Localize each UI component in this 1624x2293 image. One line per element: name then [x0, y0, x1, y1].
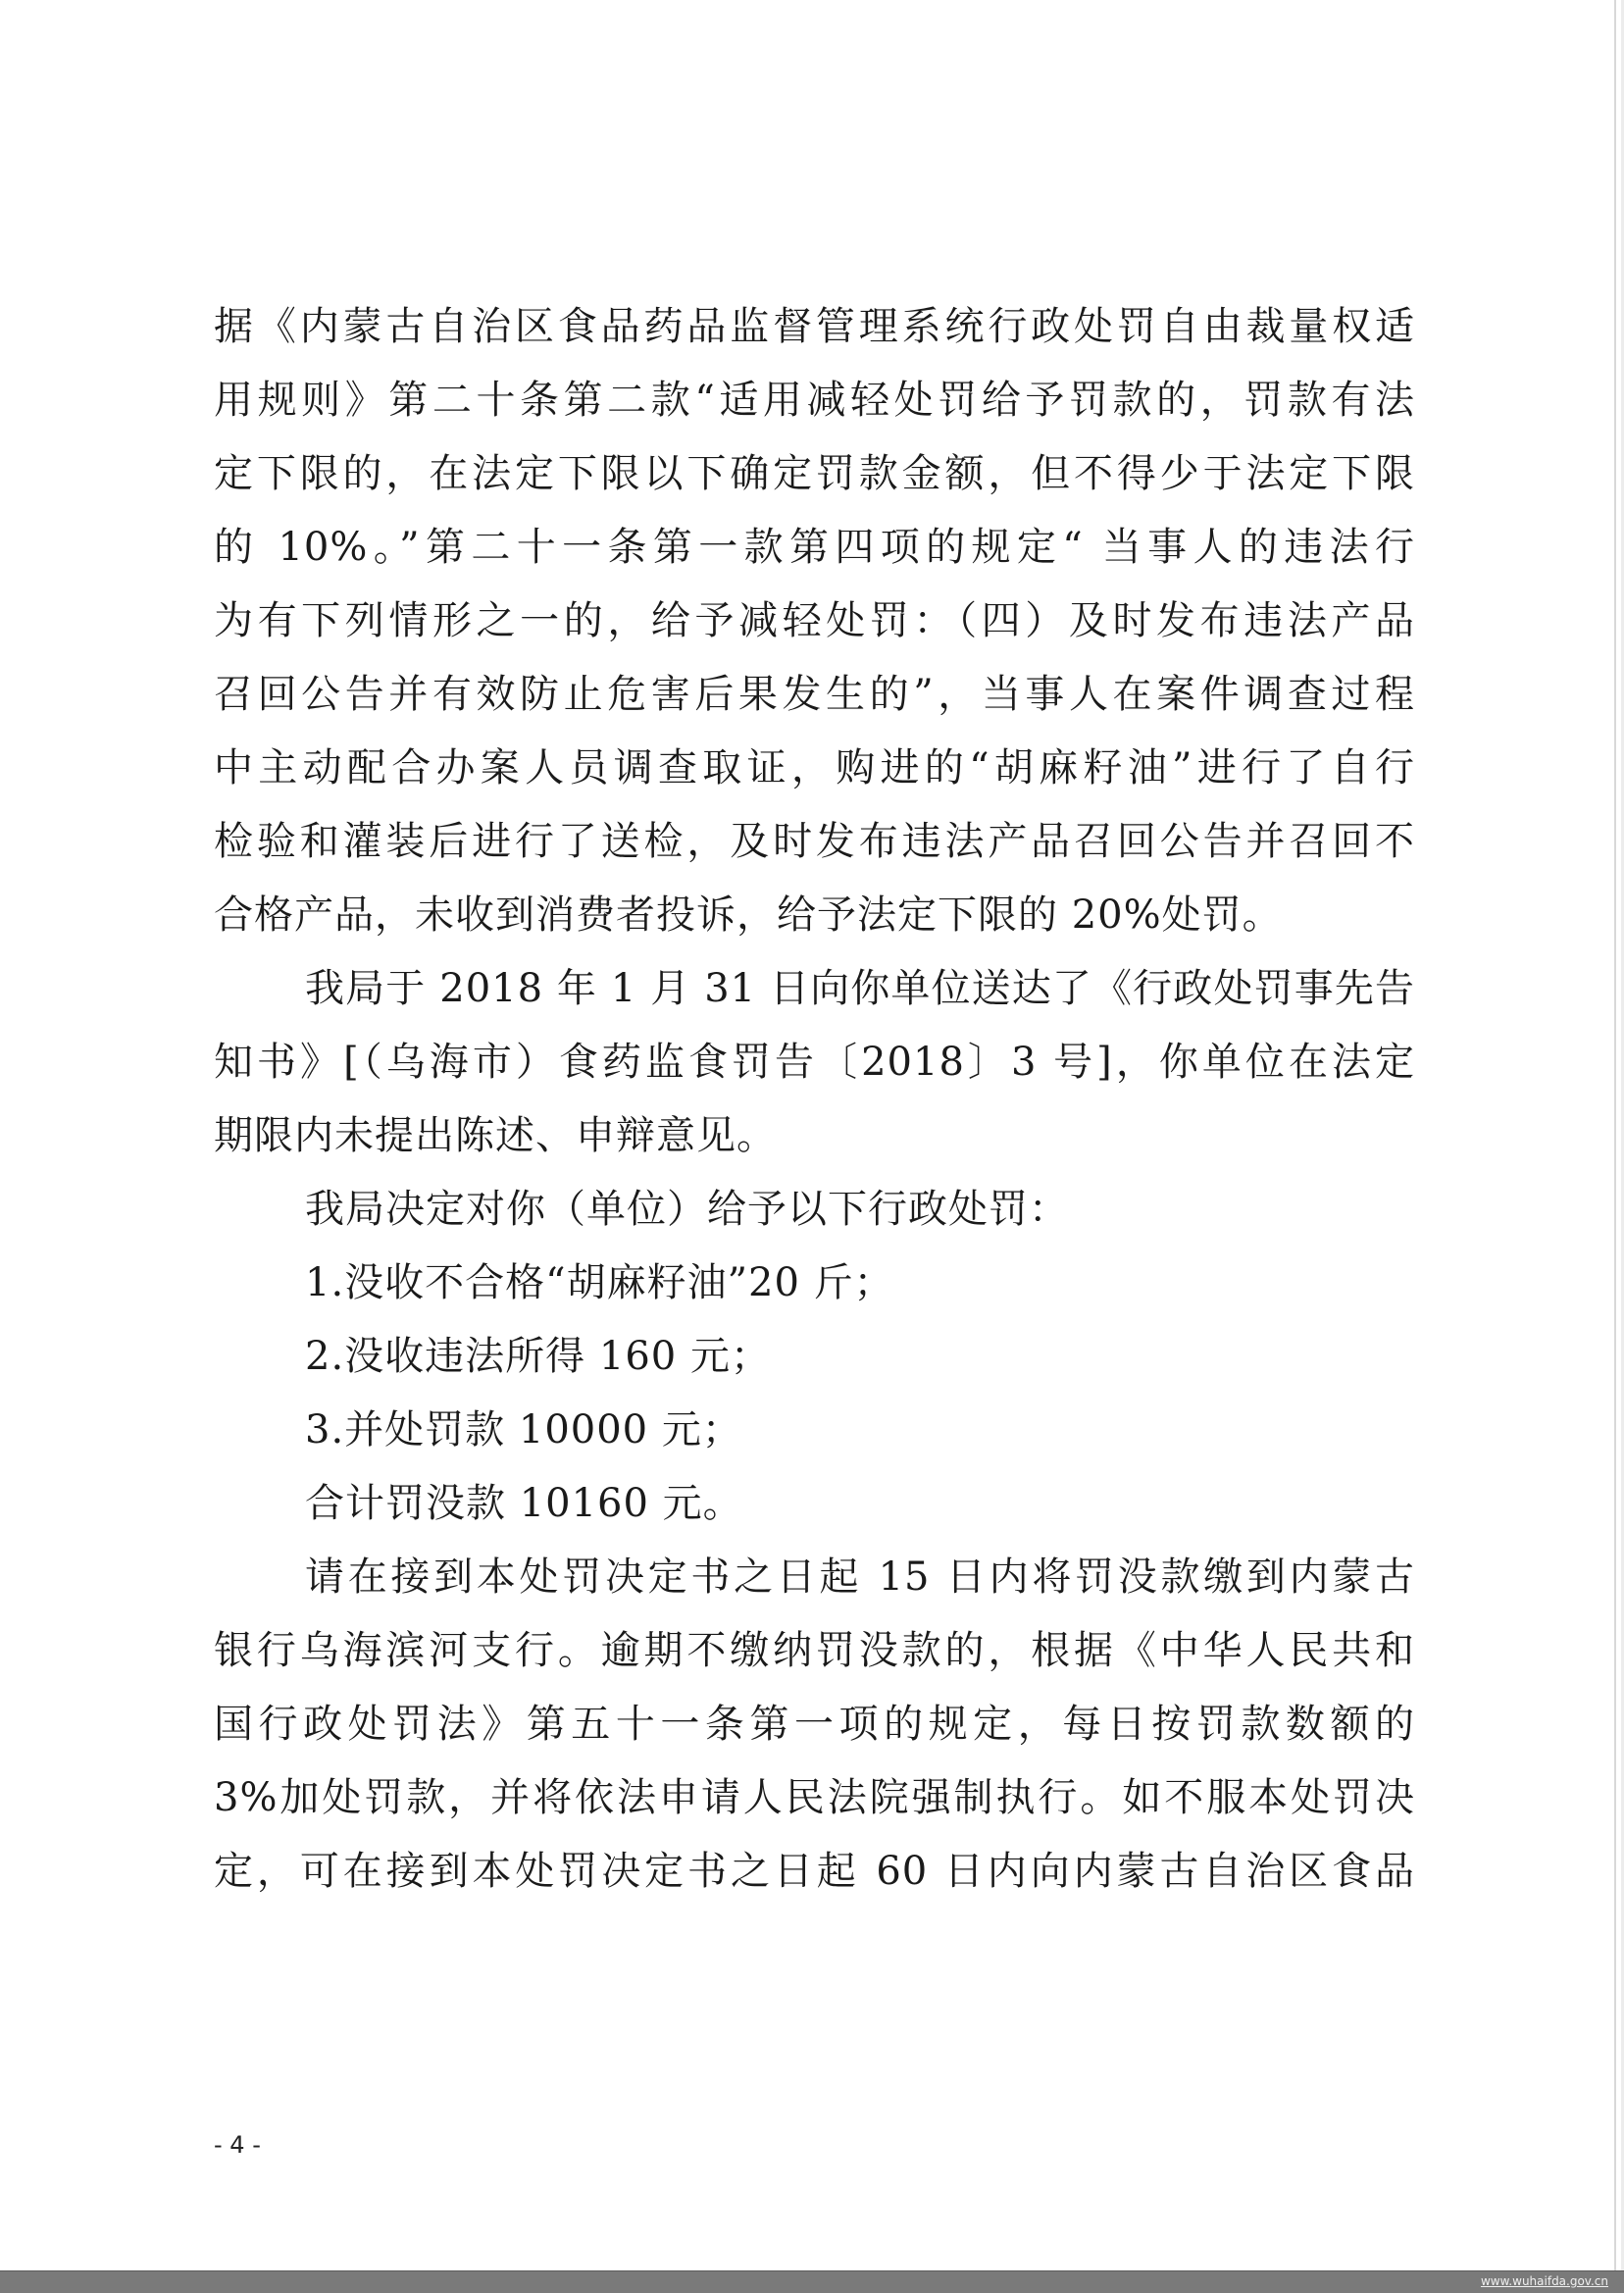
paragraph-line-6: 召回公告并有效防止危害后果发生的”，当事人在案件调查过程	[214, 672, 1415, 717]
paragraph-line-2: 用规则》第二十条第二款“适用减轻处罚给予罚款的，罚款有法	[214, 378, 1415, 423]
paragraph-line-9: 合格产品，未收到消费者投诉，给予法定下限的 20%处罚。	[214, 892, 1283, 938]
paragraph-line-22: 定，可在接到本处罚决定书之日起 60 日内向内蒙古自治区食品	[214, 1849, 1415, 1894]
page-number: - 4 -	[214, 2131, 261, 2159]
paragraph-line-10: 我局于 2018 年 1 月 31 日向你单位送达了《行政处罚事先告	[305, 966, 1415, 1011]
paragraph-line-8: 检验和灌装后进行了送检，及时发布违法产品召回公告并召回不	[214, 819, 1415, 864]
paragraph-line-5: 为有下列情形之一的，给予减轻处罚：（四）及时发布违法产品	[214, 598, 1415, 643]
paragraph-line-19: 银行乌海滨河支行。逾期不缴纳罚没款的，根据《中华人民共和	[214, 1628, 1415, 1673]
paragraph-line-20: 国行政处罚法》第五十一条第一项的规定，每日按罚款数额的	[214, 1702, 1415, 1747]
footer-bar	[0, 2270, 1624, 2293]
paragraph-line-13: 我局决定对你（单位）给予以下行政处罚：	[305, 1187, 1069, 1232]
paragraph-line-7: 中主动配合办案人员调查取证，购进的“胡麻籽油”进行了自行	[214, 745, 1415, 790]
paragraph-line-11: 知书》[（乌海市）食药监食罚告〔2018〕3 号]，你单位在法定	[214, 1040, 1415, 1085]
paragraph-line-3: 定下限的，在法定下限以下确定罚款金额，但不得少于法定下限	[214, 451, 1415, 496]
penalty-total: 合计罚没款 10160 元。	[305, 1481, 743, 1526]
paragraph-line-12: 期限内未提出陈述、申辩意见。	[214, 1113, 777, 1158]
paragraph-line-1: 据《内蒙古自治区食品药品监督管理系统行政处罚自由裁量权适	[214, 304, 1415, 349]
page-edge	[1614, 0, 1616, 2273]
penalty-item-2: 2.没收违法所得 160 元；	[305, 1334, 771, 1379]
penalty-item-3: 3.并处罚款 10000 元；	[305, 1407, 742, 1452]
footer-url-link[interactable]: www.wuhaifda.gov.cn	[1480, 2274, 1608, 2288]
paragraph-line-21: 3%加处罚款，并将依法申请人民法院强制执行。如不服本处罚决	[214, 1775, 1415, 1820]
paragraph-line-4: 的 10%。”第二十一条第一款第四项的规定“ 当事人的违法行	[214, 525, 1415, 570]
paragraph-line-18: 请在接到本处罚决定书之日起 15 日内将罚没款缴到内蒙古	[305, 1554, 1415, 1600]
document-body	[214, 290, 1415, 1909]
penalty-item-1: 1.没收不合格“胡麻籽油”20 斤；	[305, 1260, 894, 1305]
